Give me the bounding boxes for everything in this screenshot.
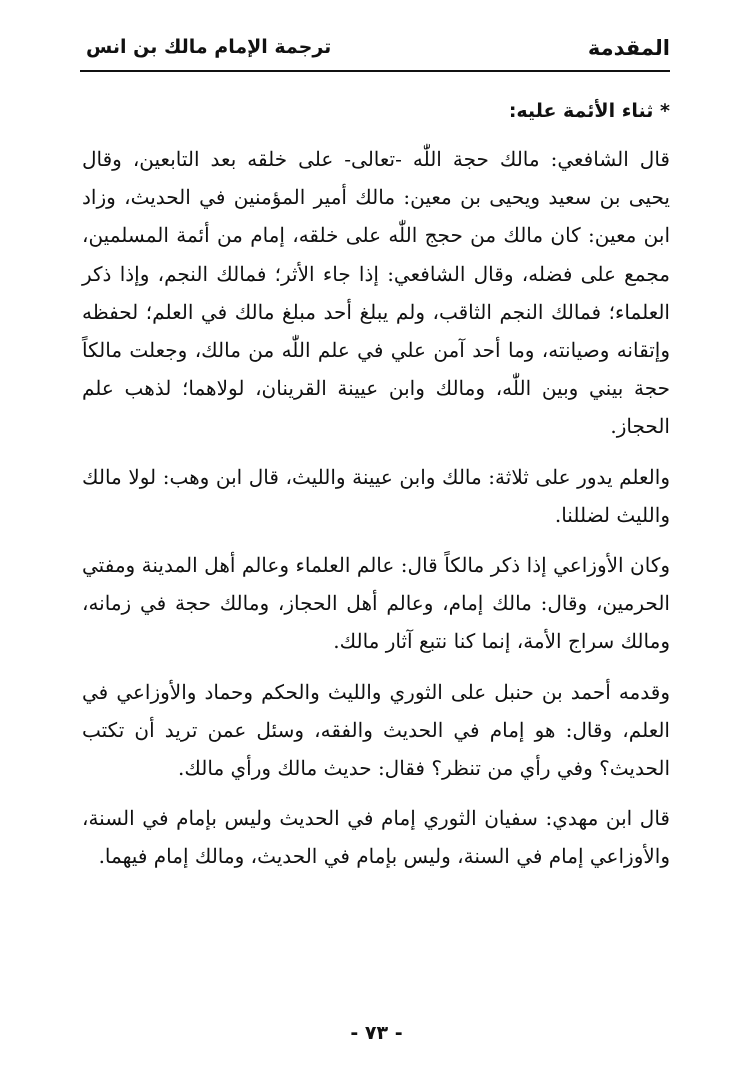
paragraph: قال الشافعي: مالك حجة اللّٰه -تعالى- على خلقه بعد التابعين، وقال يحيى بن سعيد ويحيى بن معين: مالك أمير المؤمنين في الحديث، وزاد ابن معين: كان مالك من حجج اللّٰه على خلقه، إمام من أئمة المسلمين، مجمع على فضله، وقال الشافعي: إذا جاء الأثر؛ فمالك النجم، وإذا ذكر العلماء؛ فمالك النجم الثاقب، ولم يبلغ أحد مبلغ مالك في العلم؛ لحفظه وإتقانه وصيانته، وما أحد آمن علي في علم اللّٰه من مالك، وجعلت مالكاً حجة بيني وبين اللّٰه، ومالك وابن عيينة القرينان، لولاهما؛ لذهب علم الحجاز. bbox=[82, 147, 670, 439]
section-title: المقدمة bbox=[587, 36, 670, 60]
paragraph: والعلم يدور على ثلاثة: مالك وابن عيينة والليث، قال ابن وهب: لولا مالك والليث لضللنا. bbox=[82, 464, 670, 527]
paragraph: قال ابن مهدي: سفيان الثوري إمام في الحديث وليس بإمام في السنة، والأوزاعي إمام في السنة، وليس بإمام في الحديث، ومالك إمام فيهما. bbox=[82, 806, 670, 869]
page-body bbox=[82, 90, 670, 888]
paragraph: وكان الأوزاعي إذا ذكر مالكاً قال: عالم العلماء وعالم أهل المدينة ومفتي الحرمين، وقال: مالك إمام، وعالم أهل الحجاز، ومالك حجة في زمانه، ومالك سراج الأمة، إنما كنا نتبع آثار مالك. bbox=[82, 553, 670, 654]
page-number: - ٧٣ - bbox=[350, 1022, 403, 1044]
running-header bbox=[80, 28, 670, 72]
book-title: ترجمة الإمام مالك بن انس bbox=[86, 36, 332, 58]
section-heading: * ثناء الأئمة عليه: bbox=[508, 100, 670, 122]
paragraph: وقدمه أحمد بن حنبل على الثوري والليث والحكم وحماد والأوزاعي في العلم، وقال: هو إمام في الحديث والفقه، وسئل عمن تريد أن تكتب الحديث؟ وفي رأي من تنظر؟ فقال: حديث مالك ورأي مالك. bbox=[82, 679, 670, 781]
